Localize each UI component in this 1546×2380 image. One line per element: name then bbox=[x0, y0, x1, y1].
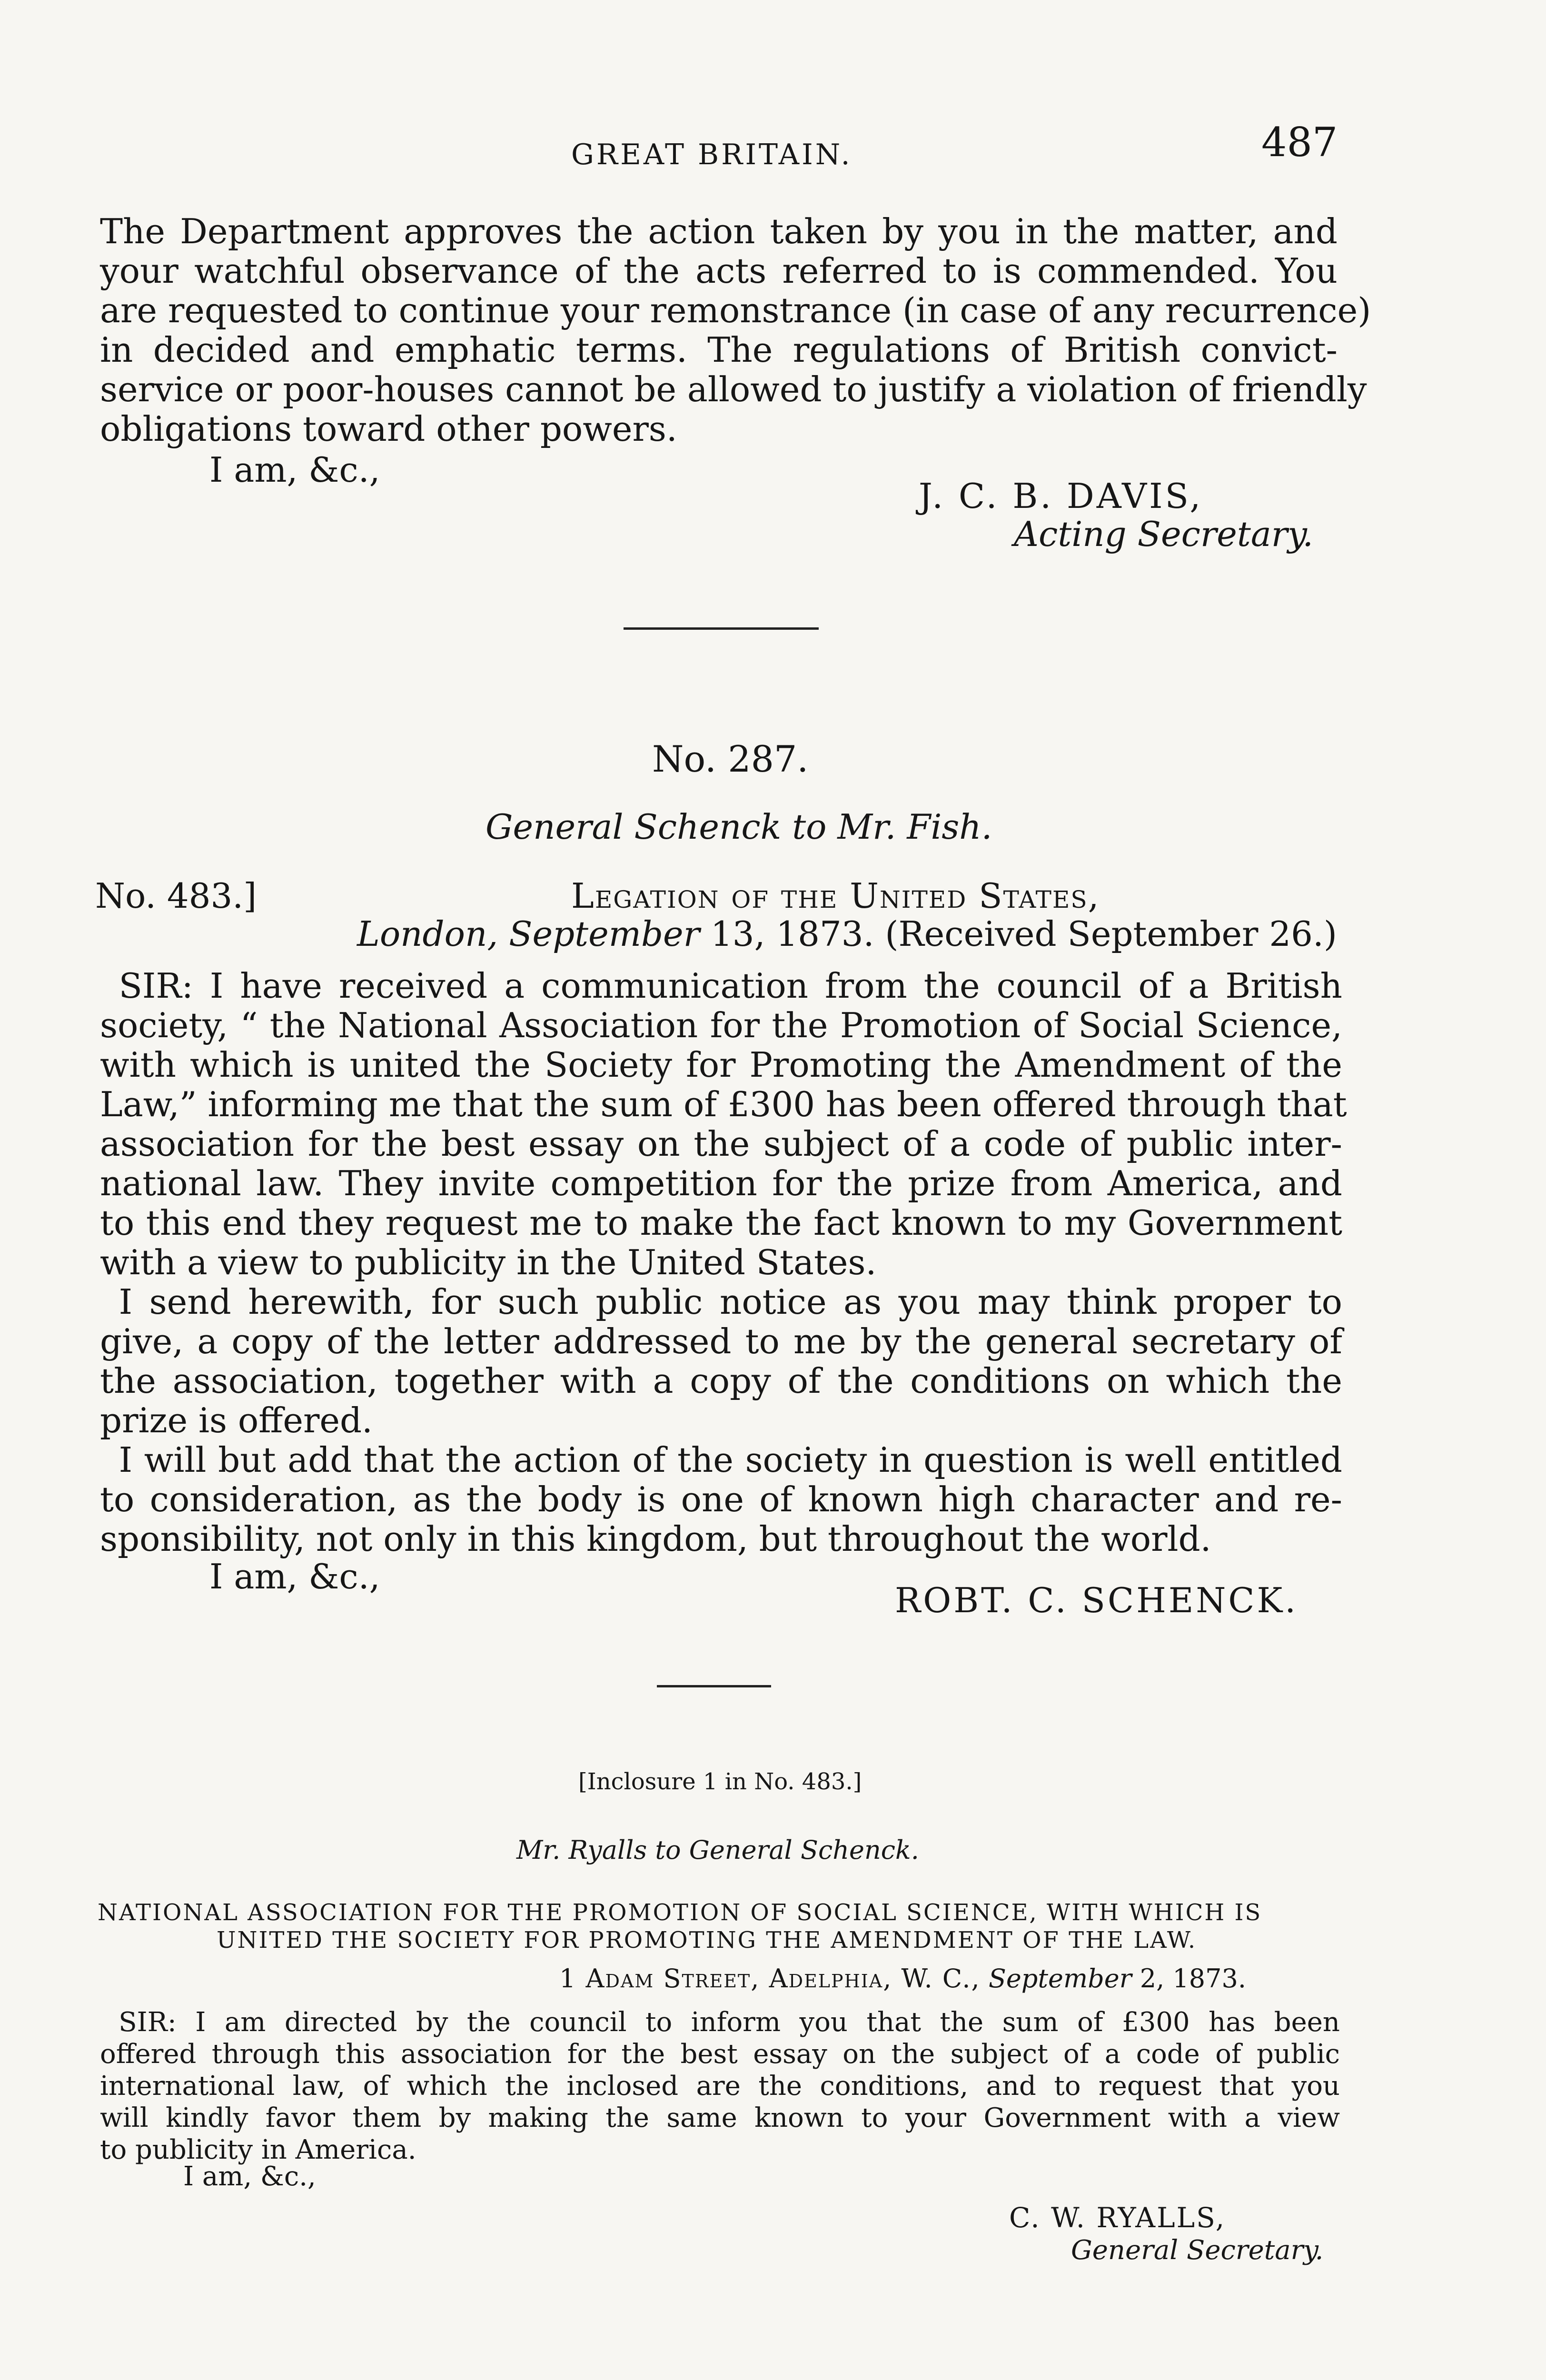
inclosure-org-line-2: UNITED THE SOCIETY FOR PROMOTING THE AMENDMENT OF THE LAW. bbox=[217, 1927, 1197, 1954]
inclosure-address bbox=[559, 1964, 1246, 1993]
text-line: to this end they request me to make the fact known to my Government bbox=[100, 1203, 1342, 1243]
text-line: The Department approves the action taken by you in the matter, and bbox=[100, 211, 1338, 251]
text-line: SIR: I am directed by the council to inform you that the sum of £300 has been bbox=[119, 2007, 1340, 2038]
letter1-paragraph bbox=[100, 211, 1371, 449]
inclosure-body bbox=[100, 2006, 1340, 2166]
letter-body bbox=[100, 966, 1347, 1559]
text-line: association for the best essay on the subject of a code of public inter- bbox=[100, 1124, 1342, 1164]
text-line: will kindly favor them by making the same known to your Government with a view bbox=[100, 2102, 1340, 2133]
date-place: London, bbox=[357, 914, 498, 954]
legation-line: Legation of the United States, bbox=[571, 876, 1100, 916]
text-line: national law. They invite competition for the prize from America, and bbox=[100, 1163, 1342, 1203]
text-line: your watchful observance of the acts referred to is commended. You bbox=[100, 251, 1338, 291]
letter-closing: I am, &c., bbox=[209, 1557, 380, 1597]
text-line: I send herewith, for such public notice as you may think proper to bbox=[119, 1282, 1342, 1322]
text-line: are requested to continue your remonstrance (in case of any recurrence) bbox=[100, 290, 1371, 330]
inclosure-signature-name: C. W. RYALLS, bbox=[1009, 2202, 1226, 2234]
text-line: I will but add that the action of the society in question is well entitled bbox=[119, 1440, 1342, 1480]
letter1-closing: I am, &c., bbox=[209, 450, 380, 490]
text-line: Law,” informing me that the sum of £300 has been offered through that bbox=[100, 1084, 1347, 1124]
address-text: 1 Adam Street, Adelphia, W. C., bbox=[559, 1964, 981, 1993]
page-number: 487 bbox=[1261, 119, 1338, 166]
inclosure-signature-title: General Secretary. bbox=[1071, 2235, 1324, 2266]
letter1-signature-name: J. C. B. DAVIS, bbox=[919, 476, 1203, 516]
text-line: international law, of which the inclosed are the conditions, and to request that you bbox=[100, 2071, 1340, 2102]
inclosure-org-line-1: NATIONAL ASSOCIATION FOR THE PROMOTION OF SOCIAL SCIENCE, WITH WHICH IS bbox=[98, 1899, 1262, 1926]
text-line: give, a copy of the letter addressed to me by the general secretary of bbox=[100, 1321, 1342, 1361]
dateline bbox=[357, 914, 1337, 954]
despatch-number: No. 483.] bbox=[95, 876, 257, 916]
text-line: to consideration, as the body is one of known high character and re- bbox=[100, 1479, 1342, 1519]
document-heading: General Schenck to Mr. Fish. bbox=[486, 807, 992, 847]
letter1-signature-title: Acting Secretary. bbox=[1014, 514, 1314, 554]
date-rest: 13, 1873. (Received September 26.) bbox=[710, 914, 1337, 954]
text-line: to publicity in America. bbox=[100, 2134, 416, 2165]
document-number: No. 287. bbox=[652, 738, 809, 780]
text-line: the association, together with a copy of the conditions on which the bbox=[100, 1361, 1342, 1401]
address-month: September bbox=[988, 1964, 1132, 1993]
date-month: September bbox=[509, 914, 700, 954]
text-line: society, “ the National Association for the Promotion of Social Science, bbox=[100, 1005, 1342, 1045]
text-line: service or poor-houses cannot be allowed to justify a violation of friendly bbox=[100, 369, 1367, 409]
inclosure-heading: Mr. Ryalls to General Schenck. bbox=[516, 1835, 919, 1865]
section-divider bbox=[657, 1685, 771, 1687]
text-line: in decided and emphatic terms. The regulations of British convict- bbox=[100, 330, 1338, 370]
text-line: SIR: I have received a communication from the council of a British bbox=[119, 966, 1342, 1006]
letter-signature: ROBT. C. SCHENCK. bbox=[895, 1580, 1298, 1620]
running-title: GREAT BRITAIN. bbox=[571, 138, 852, 171]
text-line: obligations toward other powers. bbox=[100, 409, 677, 449]
address-date: 2, 1873. bbox=[1140, 1964, 1246, 1993]
text-line: sponsibility, not only in this kingdom, but throughout the world. bbox=[100, 1519, 1211, 1559]
inclosure-closing: I am, &c., bbox=[183, 2161, 316, 2192]
text-line: with which is united the Society for Promoting the Amendment of the bbox=[100, 1045, 1342, 1085]
section-divider bbox=[624, 627, 819, 630]
text-line: with a view to publicity in the United States. bbox=[100, 1242, 877, 1282]
inclosure-label: [Inclosure 1 in No. 483.] bbox=[578, 1768, 862, 1795]
text-line: offered through this association for the best essay on the subject of a code of public bbox=[100, 2039, 1340, 2070]
text-line: prize is offered. bbox=[100, 1400, 373, 1440]
